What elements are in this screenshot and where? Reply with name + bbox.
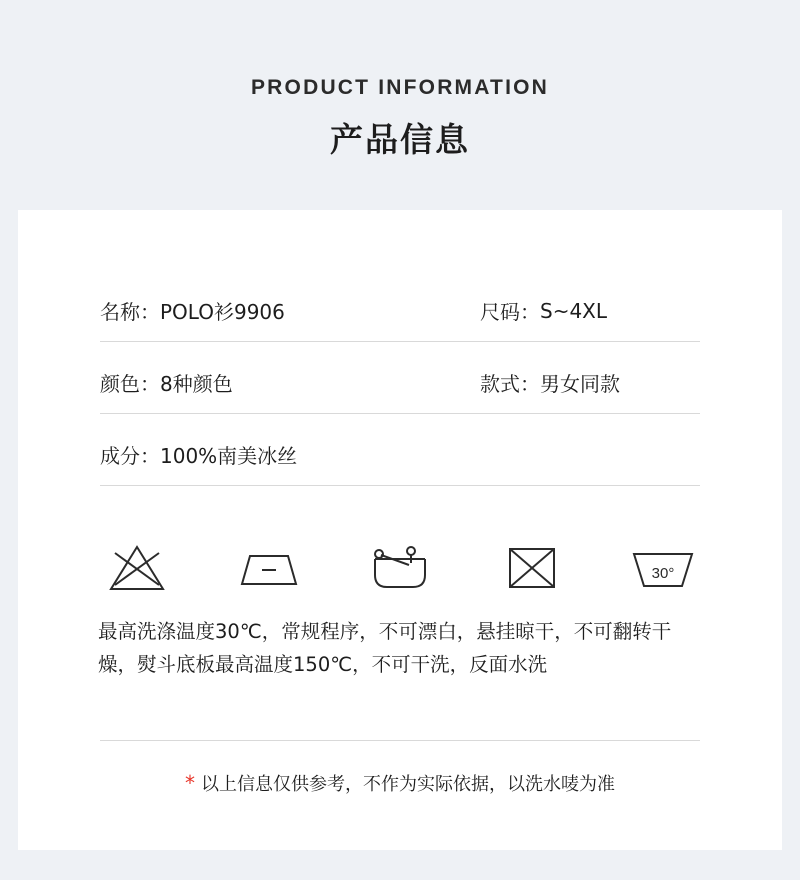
- spec-label: 尺码：: [480, 300, 540, 324]
- do-not-bleach-icon: [100, 540, 174, 596]
- table-row: [100, 270, 700, 342]
- info-card: [18, 210, 782, 850]
- table-row: [100, 342, 700, 414]
- line-dry-icon: [363, 540, 437, 596]
- do-not-tumble-dry-icon: [495, 540, 569, 596]
- spec-cell-material: [100, 440, 420, 485]
- page-title-cn: 产品信息: [330, 120, 470, 159]
- spec-value: 8种颜色: [160, 372, 233, 396]
- wash-30-icon: [626, 540, 700, 596]
- spec-value: POLO衫9906: [160, 300, 285, 324]
- spec-cell-name: [100, 296, 420, 341]
- svg-text:30°: 30°: [651, 565, 675, 582]
- spec-value: 男女同款: [540, 372, 620, 396]
- asterisk-icon: *: [185, 771, 195, 795]
- page-header: [0, 0, 800, 210]
- spec-label: 款式：: [480, 372, 540, 396]
- spec-cell-empty: [420, 469, 700, 485]
- care-instructions-text: 最高洗涤温度30℃，常规程序，不可漂白，悬挂晾干，不可翻转干燥，熨斗底板最高温度150℃，不可干洗，反面水洗: [98, 620, 672, 676]
- spec-label: 颜色：: [100, 372, 160, 396]
- divider: [100, 740, 700, 741]
- footnote-text: 以上信息仅供参考，不作为实际依据，以洗水唛为准: [201, 774, 615, 795]
- spec-label: 名称：: [100, 300, 160, 324]
- footnote: [100, 770, 700, 796]
- iron-max-150-icon: [232, 540, 306, 596]
- spec-cell-color: [100, 368, 420, 413]
- spec-table: [100, 270, 700, 486]
- spec-value: S~4XL: [540, 298, 608, 323]
- spec-label: 成分：: [100, 444, 160, 468]
- care-symbols: [100, 540, 700, 596]
- page-title-en: PRODUCT INFORMATION: [250, 76, 550, 99]
- spec-cell-size: [420, 296, 700, 341]
- spec-cell-style: [420, 368, 700, 413]
- table-row: [100, 414, 700, 486]
- spec-value: 100%南美冰丝: [160, 444, 298, 468]
